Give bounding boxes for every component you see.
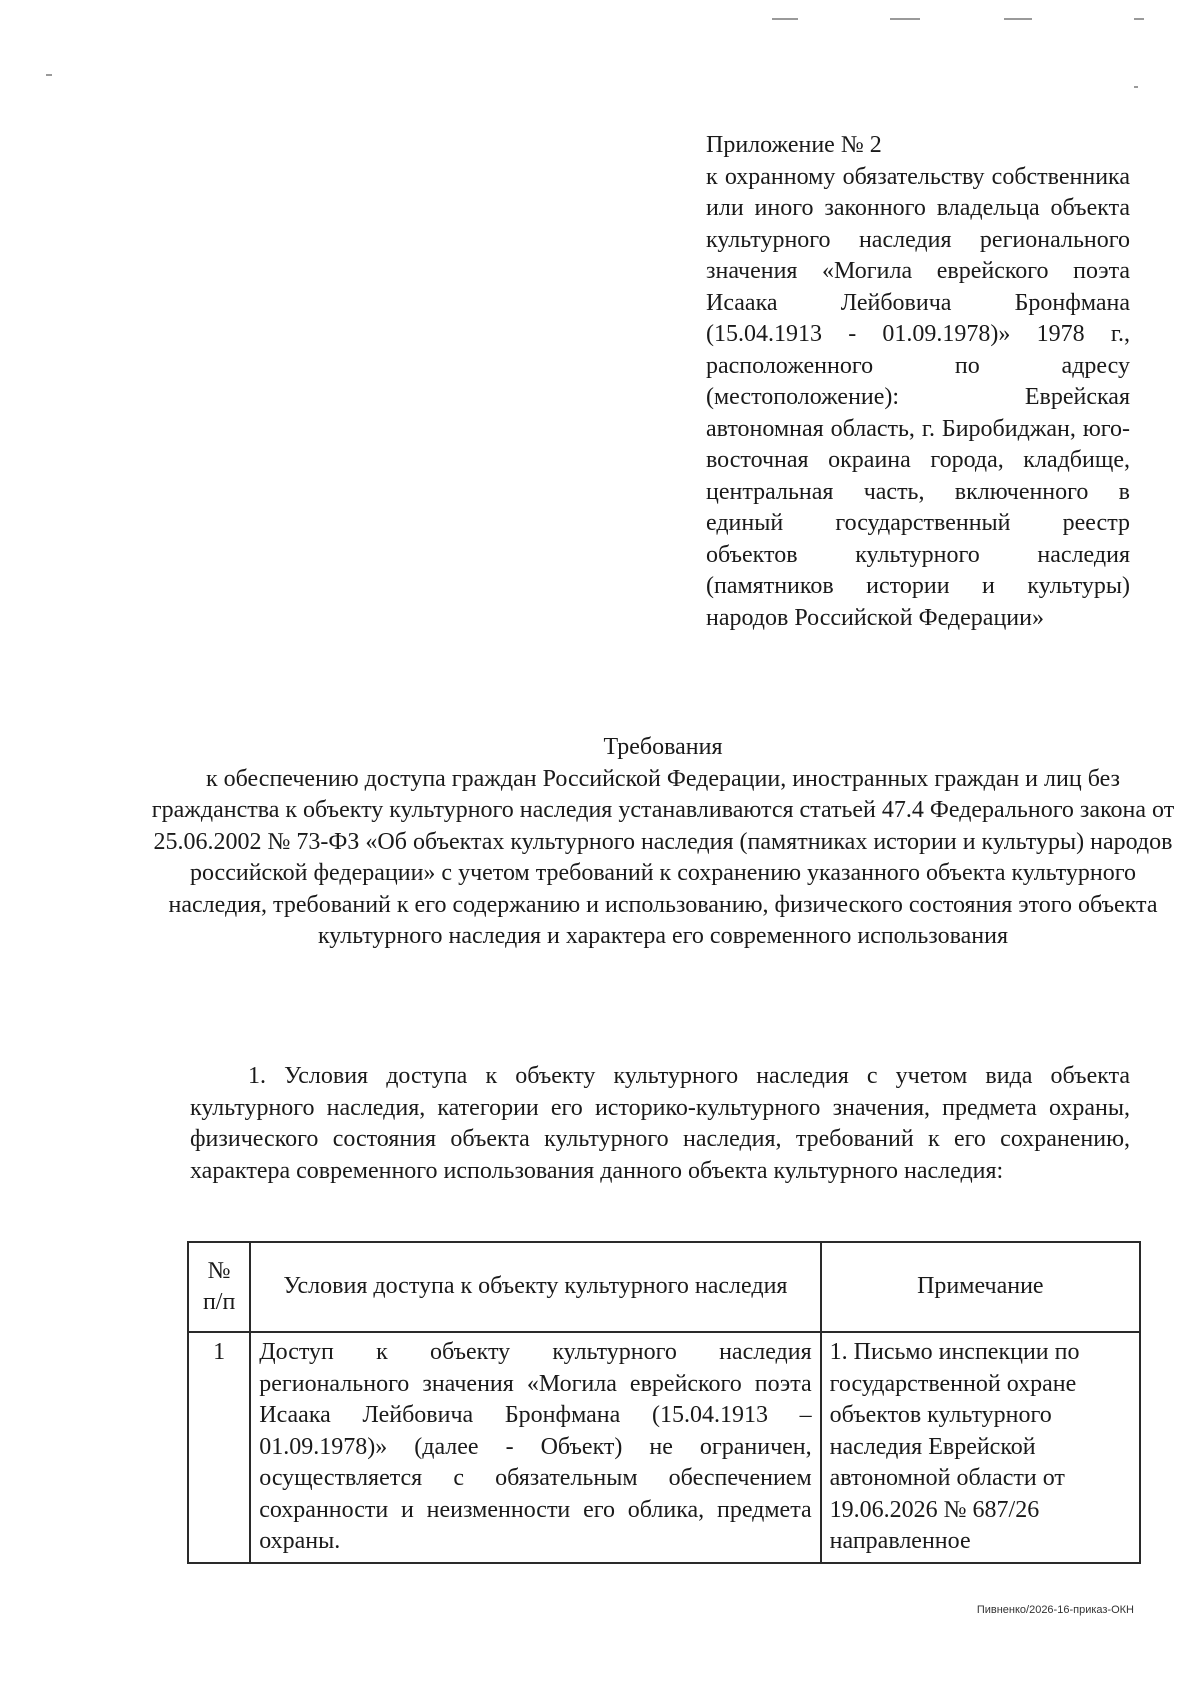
scan-speck xyxy=(1004,18,1032,20)
scan-speck xyxy=(890,18,920,20)
cell-num: 1 xyxy=(188,1332,250,1563)
scan-speck xyxy=(772,18,798,20)
annex-block xyxy=(706,130,1130,634)
table-row xyxy=(188,1332,1140,1563)
header-note: Примечание xyxy=(821,1242,1140,1332)
annex-text: к охранному обязательству собственника или иного законного владельца объекта культурного наследия регионального значения «Могила еврейского поэта Исаака Лейбовича Бронфмана (15.04.1913 - 01.09.1978)» 1978 г., расположенного по адресу (местоположение): Еврейская автономная область, г. Биробиджан, юго-восточная окраина города, кладбище, центральная часть, включенного в единый государственный реестр объектов культурного наследия (памятников истории и культуры) народов Российской Федерации» xyxy=(706,163,1130,631)
table-header-row xyxy=(188,1242,1140,1332)
scan-speck xyxy=(46,74,52,76)
scan-speck xyxy=(1134,18,1144,20)
heading-text: к обеспечению доступа граждан Российской Федерации, иностранных граждан и лиц без гражданства к объекту культурного наследия устанавливаются статьей 47.4 Федерального закона от 25.06.2002 № 73-ФЗ «Об объектах культурного наследия (памятниках истории и культуры) народов российской федерации» с учетом требований к сохранению указанного объекта культурного наследия, требований к его содержанию и использованию, физического состояния этого объекта культурного наследия и характера его современного использования xyxy=(151,765,1175,949)
cell-conditions: Доступ к объекту культурного наследия регионального значения «Могила еврейского поэта Исаака Лейбовича Бронфмана (15.04.1913 – 01.09.1978)» (далее - Объект) не ограничен, осуществляется с обязательным обеспечением сохранности и неизменности его облика, предмета охраны. xyxy=(250,1332,820,1563)
access-conditions-table xyxy=(187,1241,1141,1564)
header-conditions: Условия доступа к объекту культурного наследия xyxy=(250,1242,820,1332)
scan-speck xyxy=(1134,86,1138,88)
cell-note: 1. Письмо инспекции по государственной охране объектов культурного наследия Еврейской автономной области от 19.06.2026 № 687/26 направленное xyxy=(821,1332,1140,1563)
footer-reference: Пивненко/2026-16-приказ-ОКН xyxy=(976,1604,1134,1616)
header-num: № п/п xyxy=(188,1242,250,1332)
requirements-heading xyxy=(150,732,1176,953)
heading-title: Требования xyxy=(603,734,723,760)
paragraph-1: 1. Условия доступа к объекту культурного наследия с учетом вида объекта культурного наследия, категории его историко-культурного значения, предмета охраны, физического состояния объекта культурного наследия, требований к его сохранению, характера современного использования данного объекта культурного наследия: xyxy=(190,1063,1130,1184)
annex-title: Приложение № 2 xyxy=(706,132,882,158)
